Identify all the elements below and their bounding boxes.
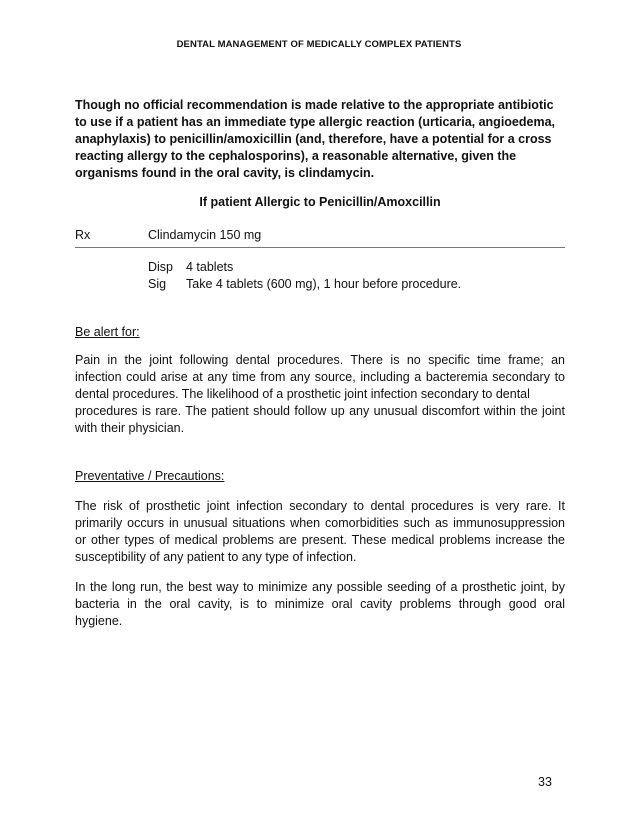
precautions-line: hygiene. bbox=[75, 614, 123, 628]
intro-paragraph bbox=[75, 97, 565, 182]
precautions-line: susceptibility of any patient to any type of infection. bbox=[75, 550, 357, 564]
alert-line: dental procedures. The likelihood of a prosthetic joint infection secondary to dental bbox=[75, 387, 530, 401]
page-number: 33 bbox=[538, 775, 552, 789]
alert-line: Pain in the joint following dental procedures. There is no specific time frame; an bbox=[75, 353, 565, 367]
drug-name: Clindamycin 150 mg bbox=[148, 228, 262, 242]
page-content bbox=[75, 97, 565, 630]
rx-label: Rx bbox=[75, 228, 91, 242]
intro-line: anaphylaxis) to penicillin/amoxicillin (and, therefore, have a potential for a cross bbox=[75, 132, 552, 146]
sig-row bbox=[148, 276, 565, 293]
alert-line: with their physician. bbox=[75, 421, 185, 435]
intro-line: Though no official recommendation is made relative to the appropriate antibiotic bbox=[75, 98, 554, 112]
precautions-paragraph-1 bbox=[75, 498, 565, 566]
precautions-line: primarily occurs in unusual situations when comorbidities such as immunosuppression bbox=[75, 516, 565, 530]
alert-line: infection could arise at any time from any source, including a bacteremia secondary to bbox=[75, 370, 565, 384]
alert-heading: Be alert for: bbox=[75, 325, 140, 339]
sig-value: Take 4 tablets (600 mg), 1 hour before procedure. bbox=[186, 277, 462, 291]
alert-line: procedures is rare. The patient should follow up any unusual discomfort within the joint bbox=[75, 404, 565, 418]
running-header: DENTAL MANAGEMENT OF MEDICALLY COMPLEX PATIENTS bbox=[176, 39, 462, 50]
sig-label: Sig bbox=[148, 277, 167, 291]
intro-line: reacting allergy to the cephalosporins), a reasonable alternative, given the bbox=[75, 149, 517, 163]
intro-line: to use if a patient has an immediate type allergic reaction (urticaria, angioedema, bbox=[75, 115, 556, 129]
allergy-subheading: If patient Allergic to Penicillin/Amoxcillin bbox=[199, 195, 441, 209]
precautions-paragraph-2 bbox=[75, 579, 565, 630]
prescription-details bbox=[148, 259, 565, 293]
disp-row bbox=[148, 259, 565, 276]
disp-label: Disp bbox=[148, 260, 174, 274]
intro-line: organisms found in the oral cavity, is clindamycin. bbox=[75, 166, 375, 180]
precautions-line: bacteria in the oral cavity, is to minimize oral cavity problems through good oral bbox=[75, 597, 565, 611]
precautions-heading: Preventative / Precautions: bbox=[75, 469, 225, 483]
precautions-line: or other types of medical problems are present. These medical problems increase the bbox=[75, 533, 565, 547]
precautions-line: In the long run, the best way to minimize any possible seeding of a prosthetic joint, by bbox=[75, 580, 565, 594]
prescription-rx-row bbox=[75, 227, 565, 248]
alert-paragraph bbox=[75, 352, 565, 437]
precautions-line: The risk of prosthetic joint infection secondary to dental procedures is very rare. It bbox=[75, 499, 565, 513]
disp-value: 4 tablets bbox=[186, 260, 234, 274]
